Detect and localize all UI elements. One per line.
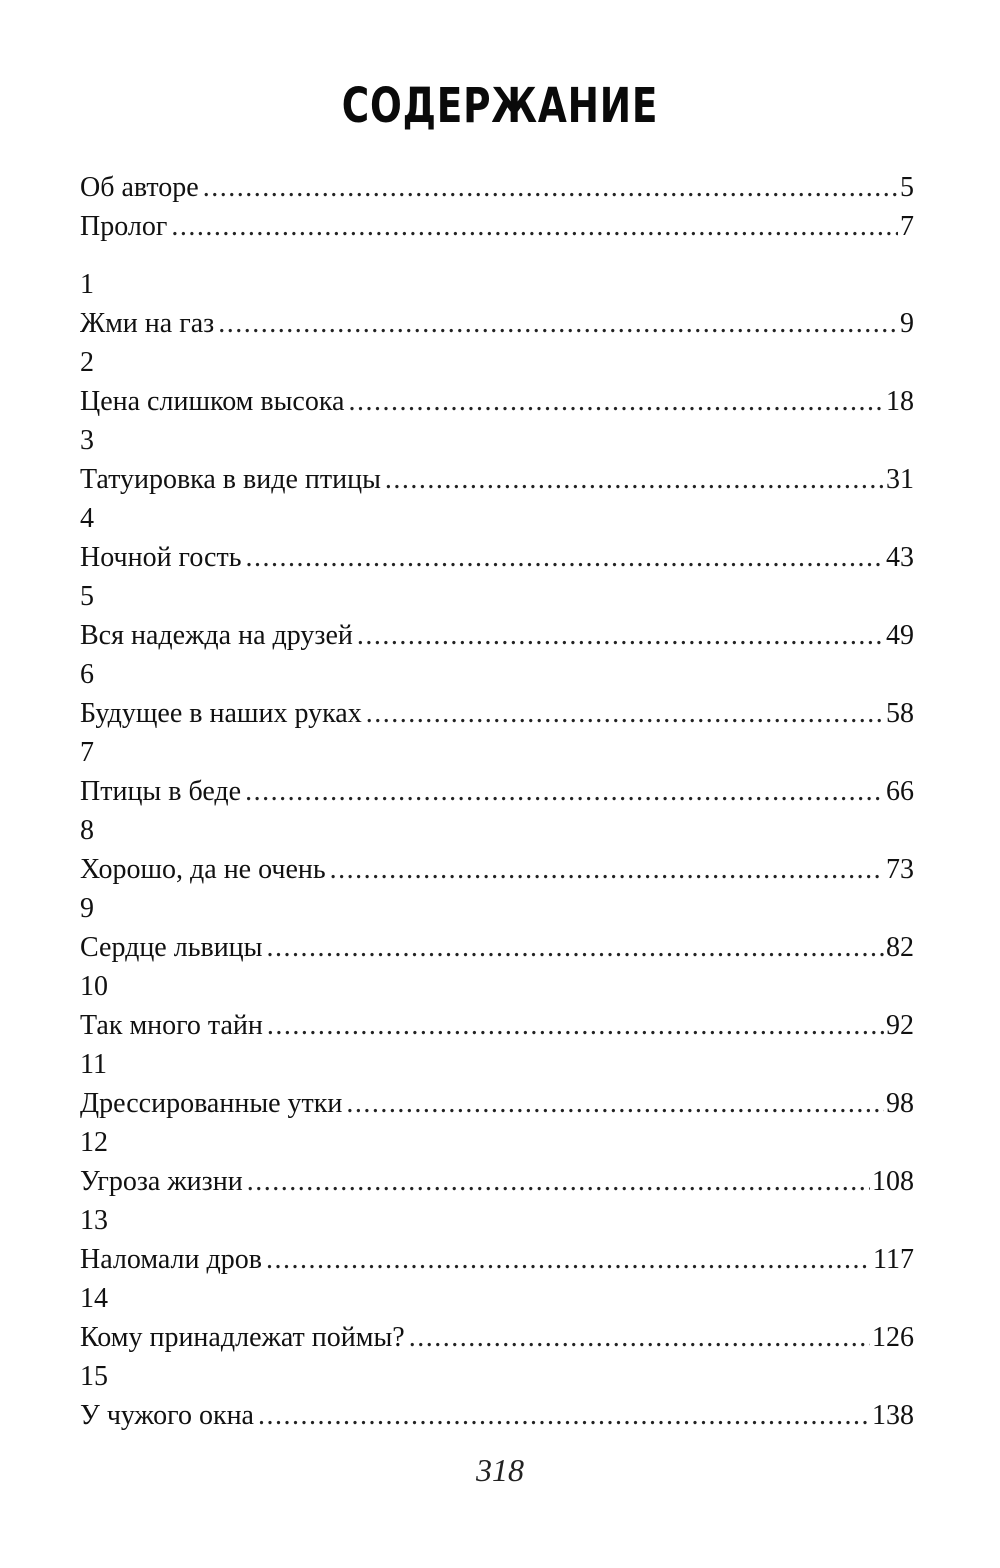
toc-entry-page: 31 (886, 464, 914, 495)
chapter-number: 5 (80, 581, 94, 612)
chapter-title: Жми на газ (80, 308, 215, 339)
toc-entry (80, 1162, 914, 1201)
toc-entry (80, 1318, 914, 1357)
toc-entry (80, 1240, 914, 1279)
chapter-title: Угроза жизни (80, 1166, 243, 1197)
toc-entry (80, 460, 914, 499)
chapter-number: 12 (80, 1127, 108, 1158)
chapter-number: 3 (80, 425, 94, 456)
dot-leader (346, 1084, 884, 1123)
chapter-title: Сердце львицы (80, 932, 263, 963)
chapter-title: Наломали дров (80, 1244, 262, 1275)
toc-entry (80, 538, 914, 577)
toc-entry (80, 382, 914, 421)
dot-leader (203, 168, 898, 207)
toc-entry (80, 616, 914, 655)
toc-entry (80, 1006, 914, 1045)
dot-leader (409, 1318, 870, 1357)
toc-entry (80, 694, 914, 733)
dot-leader (266, 928, 884, 967)
toc-entry-page: 82 (886, 932, 914, 963)
chapter-number: 11 (80, 1049, 107, 1080)
dot-leader (267, 1006, 884, 1045)
dot-leader (366, 694, 884, 733)
dot-leader (357, 616, 884, 655)
chapter-title: Хорошо, да не очень (80, 854, 326, 885)
toc-entry-label: Об авторе (80, 172, 199, 203)
chapter-number: 10 (80, 971, 108, 1002)
chapter-title: Татуировка в виде птицы (80, 464, 381, 495)
toc-entry-page: 58 (886, 698, 914, 729)
toc-entry (80, 304, 914, 343)
chapter-number: 2 (80, 347, 94, 378)
toc-entry-about-author (80, 168, 914, 207)
toc-entry-page: 98 (886, 1088, 914, 1119)
toc-entry (80, 850, 914, 889)
toc-entry-label: Пролог (80, 211, 168, 242)
toc-entry-page: 49 (886, 620, 914, 651)
toc-entry-page: 66 (886, 776, 914, 807)
dot-leader (385, 460, 884, 499)
chapter-number: 1 (80, 269, 94, 300)
chapter-number: 9 (80, 893, 94, 924)
chapter-list (80, 265, 914, 1435)
dot-leader (245, 538, 884, 577)
dot-leader (266, 1240, 871, 1279)
chapter-title: Так много тайн (80, 1010, 263, 1041)
dot-leader (258, 1396, 870, 1435)
dot-leader (218, 304, 898, 343)
toc-entry-page: 43 (886, 542, 914, 573)
chapter-number: 4 (80, 503, 94, 534)
toc-entry-page: 9 (900, 308, 914, 339)
chapter-title: Птицы в беде (80, 776, 242, 807)
chapter-title: У чужого окна (80, 1400, 254, 1431)
chapter-number: 7 (80, 737, 94, 768)
toc-entry-page: 73 (886, 854, 914, 885)
toc-entry (80, 1396, 914, 1435)
toc-entry-page: 7 (900, 211, 914, 242)
dot-leader (171, 207, 898, 246)
dot-leader (348, 382, 884, 421)
chapter-number: 8 (80, 815, 94, 846)
chapter-title: Цена слишком высока (80, 386, 345, 417)
dot-leader (330, 850, 884, 889)
toc-entry (80, 772, 914, 811)
toc-entry-page: 138 (872, 1400, 914, 1431)
toc-entry-page: 5 (900, 172, 914, 203)
toc-entry-page: 18 (886, 386, 914, 417)
chapter-title: Вся надежда на друзей (80, 620, 353, 651)
chapter-title: Ночной гость (80, 542, 242, 573)
page-number: 318 (476, 1452, 524, 1488)
toc-entry-page: 117 (873, 1244, 914, 1275)
toc-entry-page: 92 (886, 1010, 914, 1041)
dot-leader (247, 1162, 870, 1201)
toc-entry (80, 928, 914, 967)
chapter-title: Будущее в наших руках (80, 698, 362, 729)
table-of-contents (80, 168, 914, 1435)
chapter-number: 6 (80, 659, 94, 690)
chapter-number: 15 (80, 1361, 108, 1392)
page-title: СОДЕРЖАНИЕ (341, 78, 659, 134)
dot-leader (245, 772, 884, 811)
toc-entry (80, 1084, 914, 1123)
toc-entry-prologue (80, 207, 914, 246)
toc-entry-page: 108 (872, 1166, 914, 1197)
toc-entry-page: 126 (872, 1322, 914, 1353)
chapter-title: Дрессированные утки (80, 1088, 343, 1119)
chapter-title: Кому принадлежат поймы? (80, 1322, 405, 1353)
chapter-number: 14 (80, 1283, 108, 1314)
chapter-number: 13 (80, 1205, 108, 1236)
